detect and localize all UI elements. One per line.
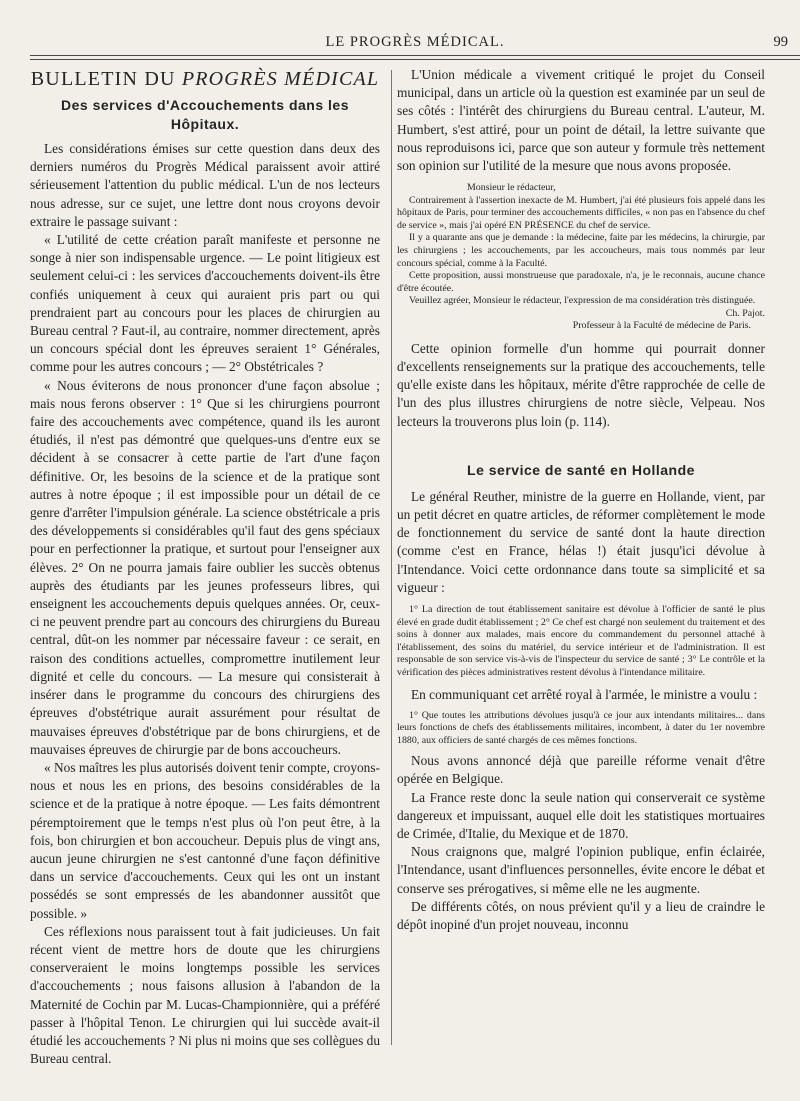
column-divider: [391, 70, 392, 1045]
letter-paragraph: Veuillez agréer, Monsieur le rédacteur, l'expression de ma considération très distinguée.: [409, 295, 756, 307]
header-rule-thick: [30, 55, 800, 56]
letter-block: [397, 182, 765, 333]
letter-paragraph: Contrairement à l'assertion inexacte de M. Humbert, j'ai été plusieurs fois appelé dans les hôpitaux de Paris, pour terminer des accouchements difficiles, « non pas en l'absence du chef de service », mais j'ai opéré EN PRÉSENCE du chef de service.: [397, 194, 765, 231]
order-text: 1° Que toutes les attributions dévolues jusqu'à ce jour aux intendants militaires... dans leurs fonctions de chefs des établissements militaires, incombent, à dater du 1er novembre 1880, aux officiers de santé chargés de ces mêmes fonctions.: [397, 709, 765, 746]
paragraph: Nous craignons que, malgré l'opinion publique, enfin éclairée, l'Intendance, usant d'influences personnelles, évite encore le débat et conserve ses prérogatives, si même elle ne les augmente.: [397, 844, 765, 896]
paragraph: En communiquant cet arrêté royal à l'armée, le ministre a voulu :: [411, 687, 758, 703]
article-heading-accouchements: Des services d'Accouchements dans les Hôpitaux.: [61, 97, 349, 132]
paragraph: Nous avons annoncé déjà que pareille réforme venait d'être opérée en Belgique.: [397, 753, 765, 787]
paragraph: Les considérations émises sur cette question dans deux des derniers numéros du Progrès Médical paraissent avoir attiré sérieusement l'attention du public médical. L'un de nos lecteurs nous adresse, sur ce sujet, une lettre dont nous croyons devoir extraire le passage suivant :: [30, 141, 380, 229]
order-block: [397, 710, 765, 748]
paragraph: « Nous éviterons de nous prononcer d'une façon absolue ; mais nous ferons observer : 1° Que si les chirurgiens pourront faire des accouchements avec compétence, quand ils les auront étudiés, il n'est pas démontré que quelques-uns d'entre eux se décident à se consacrer à cette partie de l'art d'une façon définitive. Or, les besoins de la science et de la pratique sont autres à notre époque ; il est impossible pour un détail de ce genre d'arrêter l'impulsion générale. La science obstétricale a pris des développements si considérables qu'il faut des gens spéciaux pour en perfectionner la pratique, et surtout pour l'enseigner aux élèves. 2° On ne pourra jamais faire oublier les succès obtenus auprès des étudiants par les jeunes professeurs libres, qui enseignent les accouchements depuis quelques années. Or, ceux-ci ne peuvent prendre part au concours des chirurgiens du Bureau central, dût-on les nommer par nécessaire faveur : ce serait, en raison des conditions actuelles, compromettre inutilement leur dignité et celle du concours. — La mesure qui consisterait à insérer dans le programme du concours des chirurgiens des épreuves d'obstétrique aurait assurément pour résultat de mauvaises épreuves d'obstétrique par de bons chirurgiens, et de mauvaises épreuves de chirurgie par de bons accoucheurs.: [30, 377, 380, 757]
paragraph: L'Union médicale a vivement critiqué le projet du Conseil municipal, dans un article où la question est examinée par un seul de ses côtés : l'intérêt des chirurgiens du Bureau central. L'auteur, M. Humbert, s'est attiré, pour un point de détail, la lettre suivante que nous reproduisons ici, parce que son auteur y formule très nettement son opinion sur l'utilité de la mesure que nous avons proposée.: [397, 67, 765, 174]
paragraph: La France reste donc la seule nation qui conserverait ce système dangereux et impuissant, auquel elle doit les statistiques mortuaires de Crimée, d'Italie, du Mexique et de 1870.: [397, 789, 765, 841]
bulletin-journal: PROGRÈS MÉDICAL: [181, 68, 380, 90]
paragraph: Ces réflexions nous paraissent tout à fait judicieuses. Un fait récent vient de mettre hors de doute que les chirurgiens conserveraient le moins longtemps possible les services d'accouchements ; nous faisons allusion à l'abandon de la Maternité de Cochin par M. Lucas-Championnière, qui a préféré passer à l'hôpital Tenon. Le chirurgien qui lui succède avait-il étudié les accouchements ? Ni plus ni moins que ses collègues du Bureau central.: [30, 923, 380, 1067]
paragraph: De différents côtés, on nous prévient qu'il y a lieu de craindre le dépôt inopiné d'un projet nouveau, inconnu: [397, 898, 765, 932]
paragraph: Cette opinion formelle d'un homme qui pourrait donner d'excellents renseignements sur la pratique des accouchements, telle qu'elle existe dans les hôpitaux, mérite d'être rapprochée de celle de l'un des plus illustres chirurgiens de notre siècle, Velpeau. Nos lecteurs la trouverons plus loin (p. 114).: [397, 340, 765, 429]
decree-block: [397, 604, 765, 679]
letter-salutation: Monsieur le rédacteur,: [467, 182, 556, 194]
paragraph: Le général Reuther, ministre de la guerre en Hollande, vient, par un petit décret en quatre articles, de réformer complètement le mode de fonctionnement du service de santé dont la haute direction (comme c'est en France, hélas !) était jusqu'ici dévolue à l'Intendance. Voici cette ordonnance dans toute sa simplicité et sa vigueur :: [397, 488, 765, 595]
left-column: [30, 66, 380, 1068]
letter-author-role: Professeur à la Faculté de médecine de Paris.: [572, 320, 751, 332]
article-heading-hollande: Le service de santé en Hollande: [467, 461, 695, 478]
letter-paragraph: Il y a quarante ans que je demande : la médecine, faite par les médecins, la chirurgie, par les chirurgiens ; les accouchements, par les accoucheurs, mais tous nommés par leur concours spécial, comme à la Faculté.: [397, 232, 765, 269]
letter-signature: Ch. Pajot.: [725, 307, 765, 319]
paragraph: « L'utilité de cette création paraît manifeste et personne ne songe à nier son indispensable urgence. — Le point litigieux est seulement celui-ci : les services d'accouchements doivent-ils être confiés uniquement à ceux qui auraient pris part ou qui prendraient part au concours pour les places de chirurgien au Bureau central ? Faut-il, au contraire, nommer directement, après un concours spécial dont les épreuves seraient 1° Générales, comme pour les autres concours ; — 2° Obstétricales ?: [30, 232, 380, 375]
bulletin-prefix: BULLETIN DU: [30, 68, 176, 90]
decree-text: 1° La direction de tout établissement sanitaire est dévolue à l'officier de santé le plus élevé en grade dudit établissement ; 2° Ce chef est chargé non seulement du traitement et des soins à donner aux malades, mais encore du commandement du personnel attaché à l'établissement, des soins du matériel, du service intérieur et de l'administration. Il est responsable de son service vis-à-vis de l'inspecteur du service de santé ; 3° Le contrôle et la vérification des pièces administratives restent dévolus à l'intendance militaire.: [397, 604, 765, 678]
paragraph: « Nos maîtres les plus autorisés doivent tenir compte, croyons-nous et nous les en prions, des besoins considérables de la science et de la pratique à notre époque. — Les faits démontrent péremptoirement que le temps n'est plus où l'on peut être, à la fois, bon chirurgien et bon accoucheur. Depuis plus de vingt ans, aucun jeune chirurgien ne s'est cantonné d'une façon définitive dans un service d'accouchements. Ceux qui les ont un instant possédés se sont empressés de les abandonner aussitôt que possible. »: [30, 759, 380, 921]
bulletin-title: [30, 66, 380, 92]
journal-running-title: LE PROGRÈS MÉDICAL.: [325, 34, 505, 50]
right-column: [397, 66, 765, 934]
header-rule-thin: [30, 59, 800, 60]
running-header: [30, 34, 800, 56]
letter-paragraph: Cette proposition, aussi monstrueuse que paradoxale, n'a, je le reconnais, aucune chance d'être écoutée.: [397, 270, 765, 294]
page-number: 99: [773, 34, 788, 50]
